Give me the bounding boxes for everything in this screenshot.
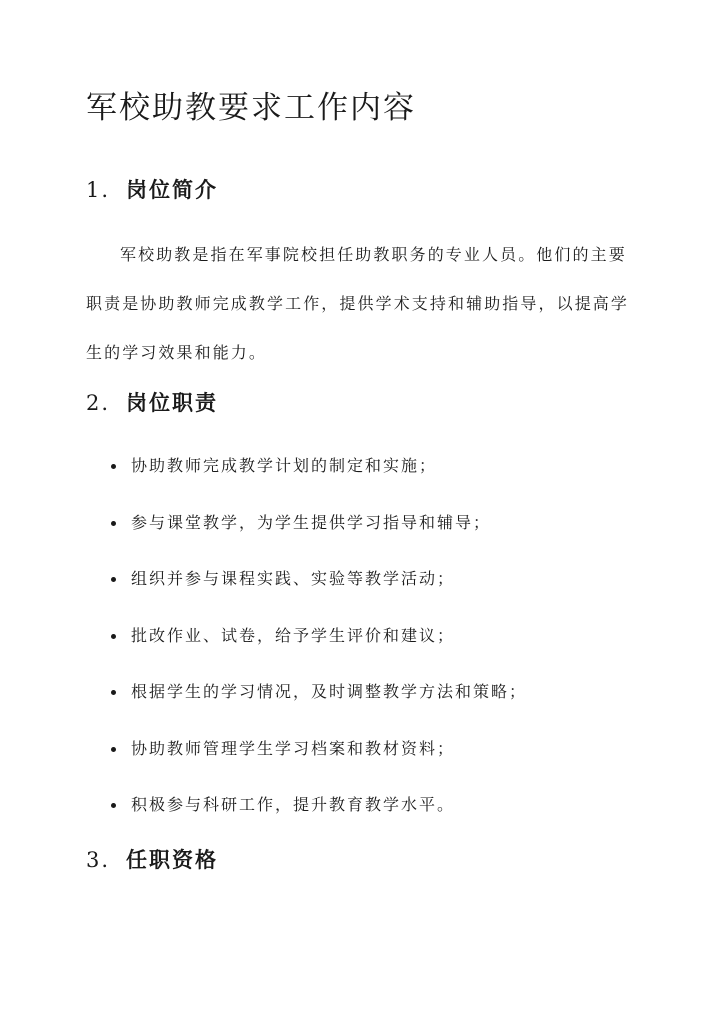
section-number: 2. [86,391,111,415]
section-heading-2 [86,388,218,418]
list-item-text: 参与课堂教学，为学生提供学习指导和辅导； [131,512,492,532]
list-item [86,556,527,613]
list-item-text: 积极参与科研工作，提升教育教学水平。 [131,795,456,814]
section-title: 任职资格 [126,847,218,872]
list-item-text: 协助教师完成教学计划的制定和实施； [131,456,438,475]
list-item [86,782,527,839]
bullet-icon [111,634,116,639]
section-heading-1 [86,175,218,205]
list-item-text: 根据学生的学习情况，及时调整教学方法和策略； [131,682,528,701]
section-number: 3. [86,848,111,872]
list-item [86,613,527,670]
section-heading-3 [86,845,218,875]
bullet-icon [111,690,116,695]
list-item [86,443,527,500]
section-number: 1. [86,178,111,202]
bullet-icon [111,577,116,582]
section-1-paragraph: 军校助教是指在军事院校担任助教职务的专业人员。他们的主要职责是协助教师完成教学工作，提供学术支持和辅助指导，以提高学生的学习效果和能力。 [86,245,630,362]
list-item [86,726,527,783]
section-title: 岗位简介 [126,177,218,202]
document-title: 军校助教要求工作内容 [86,90,416,126]
bullet-icon [111,521,116,526]
list-item [86,669,527,726]
list-item-text: 协助教师管理学生学习档案和教材资料； [131,738,456,758]
bullet-icon [111,747,116,752]
list-item-text: 批改作业、试卷，给予学生评价和建议； [131,625,456,645]
responsibilities-list [86,443,527,839]
list-item [86,500,527,557]
list-item-text: 组织并参与课程实践、实验等教学活动； [131,569,456,588]
bullet-icon [111,803,116,808]
section-title: 岗位职责 [126,390,218,415]
bullet-icon [111,464,116,469]
